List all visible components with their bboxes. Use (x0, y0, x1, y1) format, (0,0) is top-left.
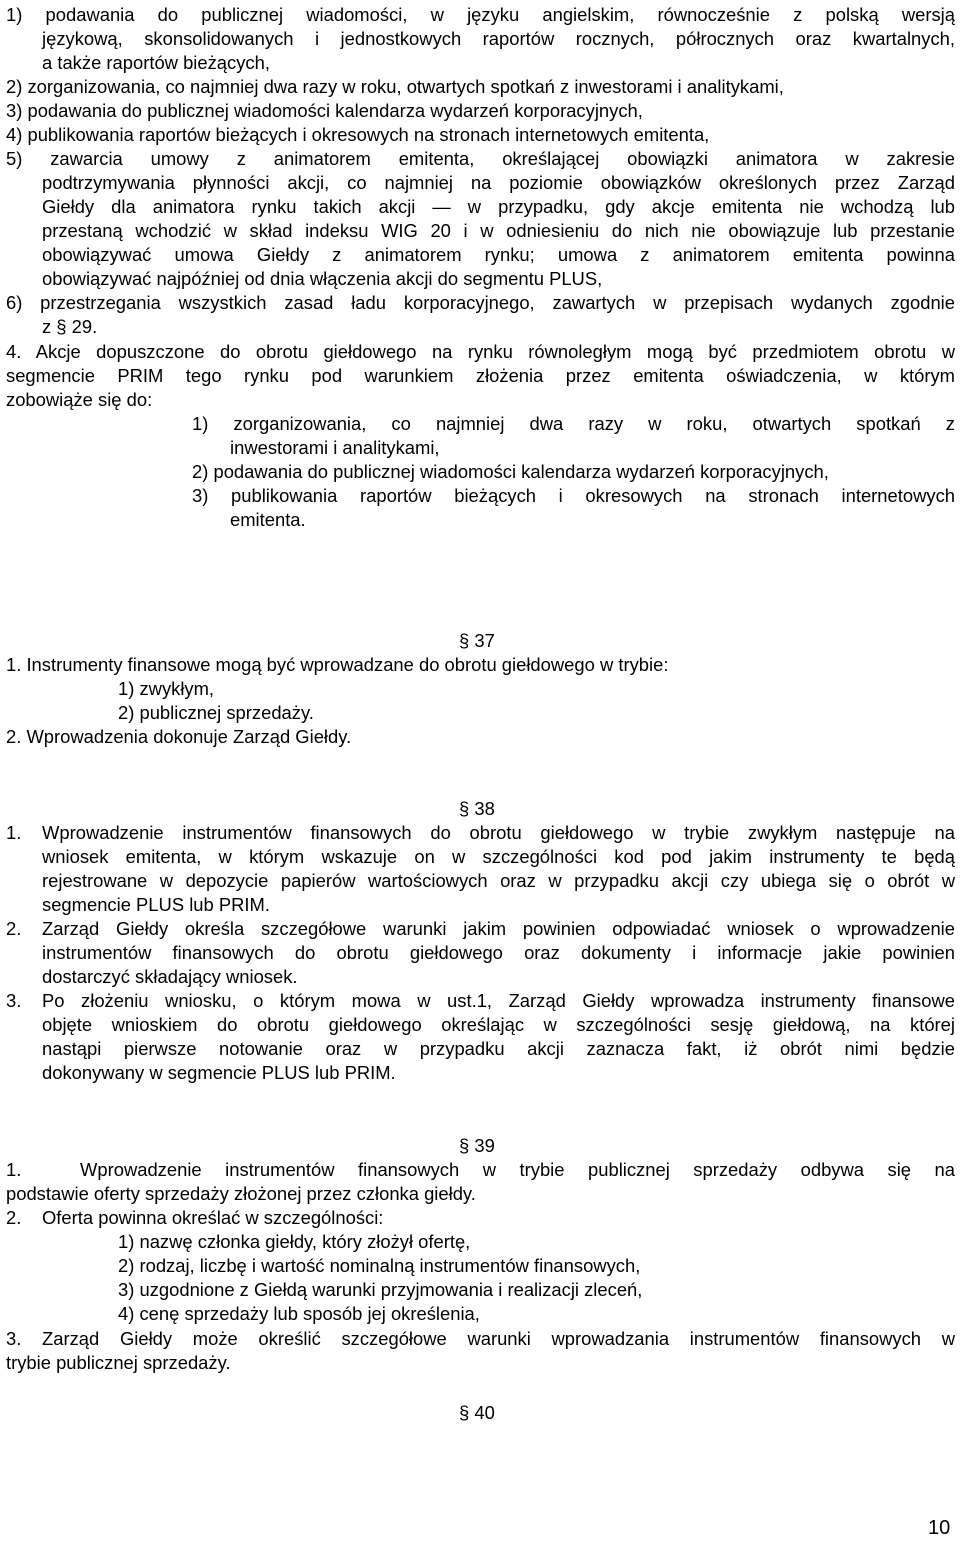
obligation-2: 2) zorganizowania, co najmniej dwa razy w roku, otwartych spotkań z inwestorami i analitykami, (6, 76, 784, 97)
section-38-p3-line-3: nastąpi pierwsze notowanie oraz w przypadku akcji zaznacza fakt, iż obrót nimi będzie (42, 1038, 955, 1059)
paragraph-4-item-3-line-1: 3) publikowania raportów bieżących i okresowych na stronach internetowych (192, 485, 955, 506)
section-39-item-3: 3) uzgodnione z Giełdą warunki przyjmowania i realizacji zleceń, (118, 1279, 643, 1300)
section-39-p1-line-2: podstawie oferty sprzedaży złożonej przez członka giełdy. (6, 1183, 476, 1204)
section-38-p3-line-1: Po złożeniu wniosku, o którym mowa w ust.1, Zarząd Giełdy wprowadza instrumenty finansowe (42, 990, 955, 1011)
paragraph-4-line-2: segmencie PRIM tego rynku pod warunkiem złożenia przez emitenta oświadczenia, w którym (6, 365, 955, 386)
section-38-p3-line-2: objęte wnioskiem do obrotu giełdowego określając w szczególności sesję giełdową, na której (42, 1014, 955, 1035)
section-39-p3-line-1: 3. Zarząd Giełdy może określić szczegółowe warunki wprowadzania instrumentów finansowych w (6, 1328, 955, 1349)
section-37-item-2: 2) publicznej sprzedaży. (118, 702, 314, 723)
obligation-5-line-3: Giełdy dla animatora rynku takich akcji — w przypadku, gdy akcje emitenta nie wchodzą lub (42, 196, 955, 217)
paragraph-4-line-3: zobowiąże się do: (6, 389, 153, 410)
section-38-p1-line-2: wniosek emitenta, w którym wskazuje on w szczególności kod pod jakim instrumenty te będą (42, 846, 955, 867)
section-38-p1-line-4: segmencie PLUS lub PRIM. (42, 894, 270, 915)
obligation-5-line-2: podtrzymywania płynności akcji, co najmniej na poziomie obowiązków określonych przez Zarząd (42, 172, 955, 193)
section-37-line-2: 2. Wprowadzenia dokonuje Zarząd Giełdy. (6, 726, 352, 747)
obligation-4: 4) publikowania raportów bieżących i okresowych na stronach internetowych emitenta, (6, 124, 710, 145)
obligation-5-line-4: przestaną wchodzić w skład indeksu WIG 20 i w odniesieniu do nich nie obowiązuje lub przestanie (42, 220, 955, 241)
section-37-line-1: 1. Instrumenty finansowe mogą być wprowadzane do obrotu giełdowego w trybie: (6, 654, 669, 675)
obligation-6-line-2: z § 29. (42, 316, 98, 337)
section-38-p1-line-3: rejestrowane w depozycie papierów wartościowych oraz w przypadku akcji czy ubiega się o obrót w (42, 870, 955, 891)
section-38-num-1: 1. (6, 822, 22, 843)
section-39-p1-line-1: Wprowadzenie instrumentów finansowych w trybie publicznej sprzedaży odbywa się na (80, 1159, 955, 1180)
paragraph-4-item-3-line-2: emitenta. (230, 509, 306, 530)
obligation-5-line-5: obowiązywać umowa Giełdy z animatorem rynku; umowa z animatorem emitenta powinna (42, 244, 955, 265)
section-38-num-2: 2. (6, 918, 22, 939)
section-39-item-1: 1) nazwę członka giełdy, który złożył ofertę, (118, 1231, 471, 1252)
obligation-1-line-3: a także raportów bieżących, (42, 52, 270, 73)
obligation-1-line-2: językową, skonsolidowanych i jednostkowych raportów rocznych, półrocznych oraz kwartalnych, (42, 28, 955, 49)
obligation-5-line-6: obowiązywać najpóźniej od dnia włączenia akcji do segmentu PLUS, (42, 268, 603, 289)
page-number: 10 (928, 1517, 951, 1539)
obligation-3: 3) podawania do publicznej wiadomości kalendarza wydarzeń korporacyjnych, (6, 100, 643, 121)
section-38-p2-line-1: Zarząd Giełdy określa szczegółowe warunki jakim powinien odpowiadać wniosek o wprowadzenie (42, 918, 955, 939)
paragraph-4-line-1: 4. Akcje dopuszczone do obrotu giełdowego na rynku równoległym mogą być przedmiotem obrotu w (6, 341, 955, 362)
section-39-num-1: 1. (6, 1159, 22, 1180)
section-38-p2-line-3: dostarczyć składający wniosek. (42, 966, 298, 987)
obligation-5-line-1: 5) zawarcia umowy z animatorem emitenta, określającej obowiązki animatora w zakresie (6, 148, 955, 169)
section-39-heading: § 39 (459, 1135, 495, 1156)
section-37-heading: § 37 (459, 630, 495, 651)
section-39-p3-line-2: trybie publicznej sprzedaży. (6, 1352, 231, 1373)
section-39-item-2: 2) rodzaj, liczbę i wartość nominalną instrumentów finansowych, (118, 1255, 641, 1276)
section-38-p2-line-2: instrumentów finansowych do obrotu giełdowego oraz dokumenty i informacje jakie powinien (42, 942, 955, 963)
section-39-num-2: 2. (6, 1207, 22, 1228)
obligation-1-line-1: 1) podawania do publicznej wiadomości, w języku angielskim, równocześnie z polską wersją (6, 4, 955, 25)
section-38-p1-line-1: Wprowadzenie instrumentów finansowych do obrotu giełdowego w trybie zwykłym następuje na (42, 822, 955, 843)
section-38-num-3: 3. (6, 990, 22, 1011)
section-39-p2-line-1: Oferta powinna określać w szczególności: (42, 1207, 384, 1228)
section-39-item-4: 4) cenę sprzedaży lub sposób jej określenia, (118, 1303, 480, 1324)
section-38-p3-line-4: dokonywany w segmencie PLUS lub PRIM. (42, 1062, 396, 1083)
section-38-heading: § 38 (459, 798, 495, 819)
section-37-item-1: 1) zwykłym, (118, 678, 215, 699)
paragraph-4-item-1-line-2: inwestorami i analitykami, (230, 437, 440, 458)
obligation-6-line-1: 6) przestrzegania wszystkich zasad ładu korporacyjnego, zawartych w przepisach wydanych zgodnie (6, 292, 955, 313)
section-40-heading: § 40 (459, 1402, 495, 1423)
paragraph-4-item-1-line-1: 1) zorganizowania, co najmniej dwa razy w roku, otwartych spotkań z (192, 413, 955, 434)
paragraph-4-item-2: 2) podawania do publicznej wiadomości kalendarza wydarzeń korporacyjnych, (192, 461, 829, 482)
